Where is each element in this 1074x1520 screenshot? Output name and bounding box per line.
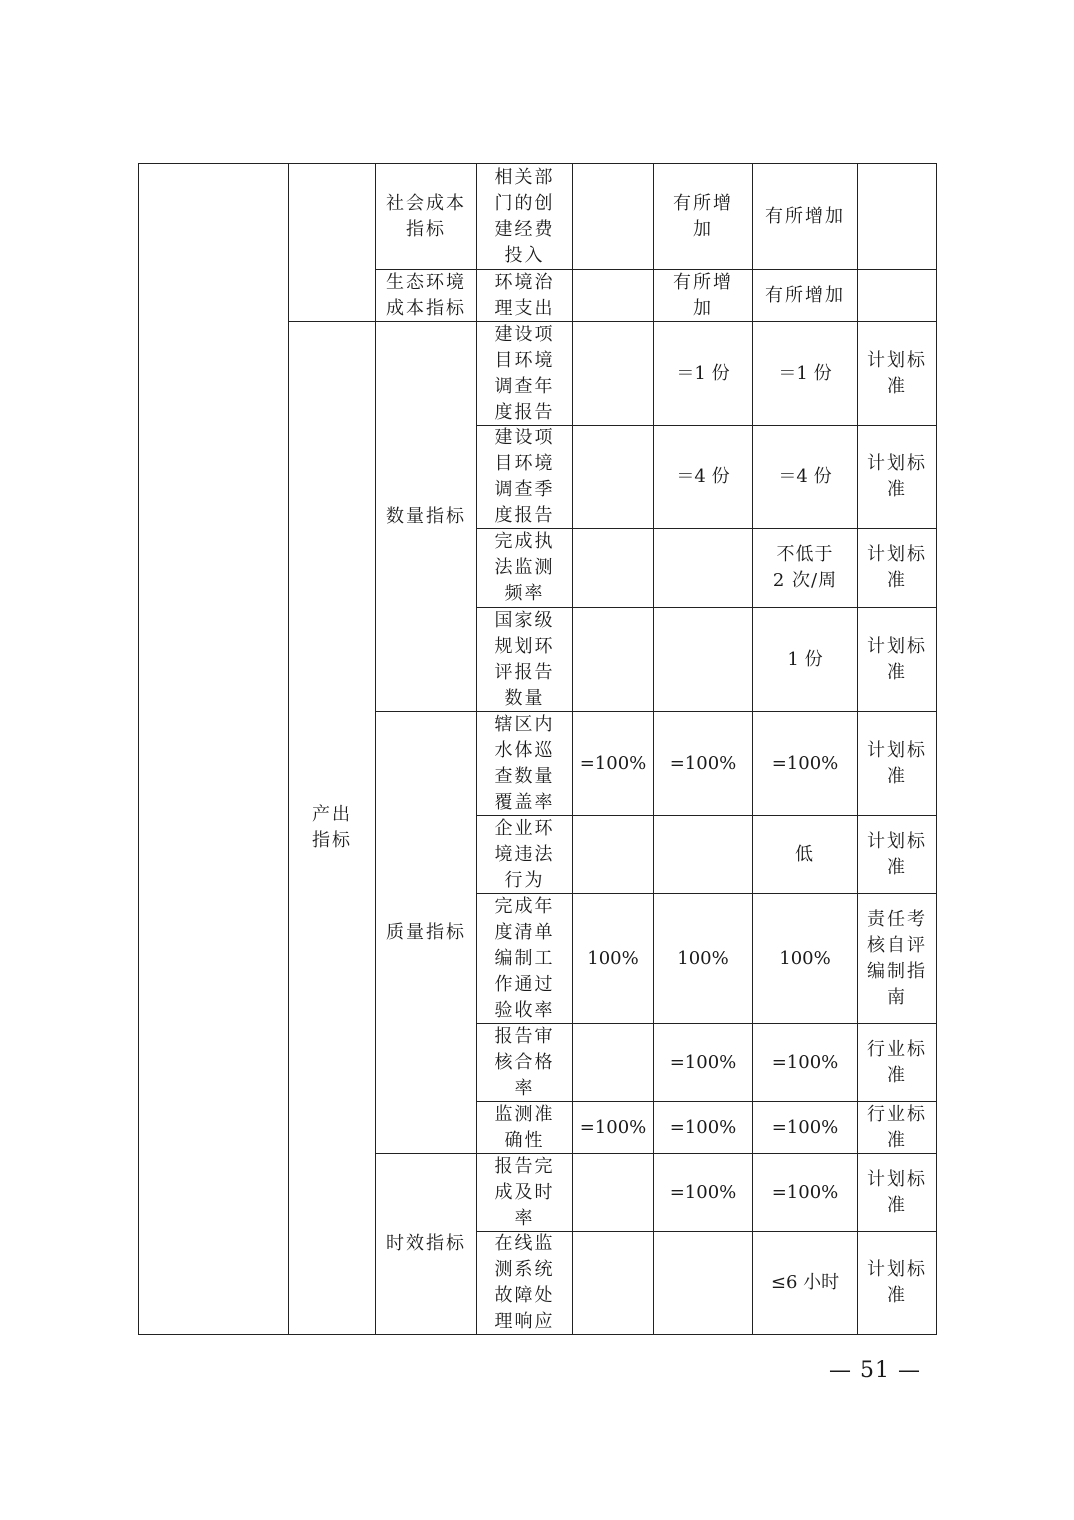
table-row-basis: 计划标准	[867, 1259, 927, 1306]
table-row-value: 有所增加	[765, 205, 845, 227]
table-row-value: 有所增加	[765, 284, 845, 306]
table-row-indicator: 监测准确性	[494, 1103, 555, 1151]
table-row-value	[654, 1232, 752, 1334]
table-row-indicator: 相关部门的创建经费投入	[494, 166, 555, 266]
table-row-basis: 计划标准	[867, 830, 927, 878]
page-number: — 51 —	[829, 1358, 921, 1383]
social-cost-indicator-label: 社会成本指标	[386, 192, 466, 240]
table-row-basis: 行业标准	[867, 1038, 927, 1086]
quantity-indicator-label: 数量指标	[386, 505, 466, 527]
table-row-value	[573, 164, 653, 269]
table-row-indicator: 企业环境违法行为	[494, 817, 555, 891]
quality-indicator-label: 质量指标	[386, 921, 466, 943]
table-row-indicator: 报告完成及时率	[494, 1155, 555, 1229]
table-row-value	[573, 426, 653, 528]
table-row-basis	[858, 270, 936, 321]
table-row-value: 100%	[779, 947, 831, 969]
table-row-value: 低	[795, 843, 815, 865]
table-row-value	[573, 816, 653, 893]
table-row-value: =100%	[771, 752, 839, 774]
table-row-basis: 计划标准	[867, 635, 927, 683]
table-row-value	[573, 1024, 653, 1101]
table-row-value: =100%	[669, 1116, 737, 1138]
table-row-basis: 计划标准	[867, 739, 927, 787]
table-row-basis: 行业标准	[867, 1103, 927, 1151]
table-row-value	[573, 529, 653, 607]
table-row-value	[573, 608, 653, 711]
table-row-indicator: 国家级规划环评报告数量	[494, 609, 555, 709]
table-row-value: ＝4 份	[778, 466, 832, 487]
table-row-value: =100%	[771, 1116, 839, 1138]
table-row-value: =100%	[771, 1181, 839, 1203]
table-row-indicator: 报告审核合格率	[494, 1025, 555, 1099]
table-row-value: 不低于 2 次/周	[772, 544, 838, 591]
table-row-value: =100%	[579, 1116, 647, 1138]
table-row-indicator: 完成年度清单编制工作通过验收率	[494, 895, 555, 1021]
table-row-value: =100%	[669, 1181, 737, 1203]
table-row-value	[573, 1154, 653, 1231]
output-indicator-label: 产出指标	[312, 804, 352, 851]
table-row-value: 100%	[677, 947, 729, 969]
table-row-basis: 责任考核自评编制指南	[867, 908, 927, 1008]
table-row-value: =100%	[669, 1051, 737, 1073]
eco-cost-indicator-label: 生态环境成本指标	[386, 271, 466, 319]
table-row-value: 100%	[587, 947, 639, 969]
table-row-indicator: 环境治理支出	[494, 271, 555, 319]
table-row-indicator: 在线监测系统故障处理响应	[494, 1233, 555, 1332]
table-row-indicator: 辖区内水体巡查数量覆盖率	[494, 713, 555, 813]
table-row-basis	[858, 164, 936, 269]
table-row-value: 有所增加	[673, 192, 733, 240]
table-row-basis: 计划标准	[867, 349, 927, 397]
table-row-indicator: 完成执法监测频率	[494, 531, 555, 604]
table-row-basis: 计划标准	[867, 544, 927, 591]
table-row-basis: 计划标准	[867, 1168, 927, 1216]
table-row-value: =100%	[771, 1051, 839, 1073]
table-row-value	[573, 270, 653, 321]
table-row-basis: 计划标准	[867, 453, 927, 500]
table-row-value: =100%	[669, 752, 737, 774]
table-row-value	[654, 608, 752, 711]
table-row-value: ≤6 小时	[770, 1272, 840, 1293]
table-row-value	[573, 1232, 653, 1334]
table-row-value: ＝1 份	[778, 362, 832, 384]
performance-indicator-table	[138, 163, 938, 1335]
table-row-value: ＝4 份	[676, 466, 730, 487]
table-row-value	[573, 322, 653, 425]
table-row-value: 有所增加	[673, 271, 733, 319]
table-row-value: 1 份	[787, 648, 823, 670]
table-row-value	[654, 529, 752, 607]
table-row-indicator: 建设项目环境调查年度报告	[494, 323, 555, 423]
table-row-value	[654, 816, 752, 893]
timeliness-indicator-label: 时效指标	[386, 1233, 466, 1254]
table-row-indicator: 建设项目环境调查季度报告	[494, 427, 555, 526]
table-row-value: =100%	[579, 752, 647, 774]
table-row-value: ＝1 份	[676, 362, 730, 384]
